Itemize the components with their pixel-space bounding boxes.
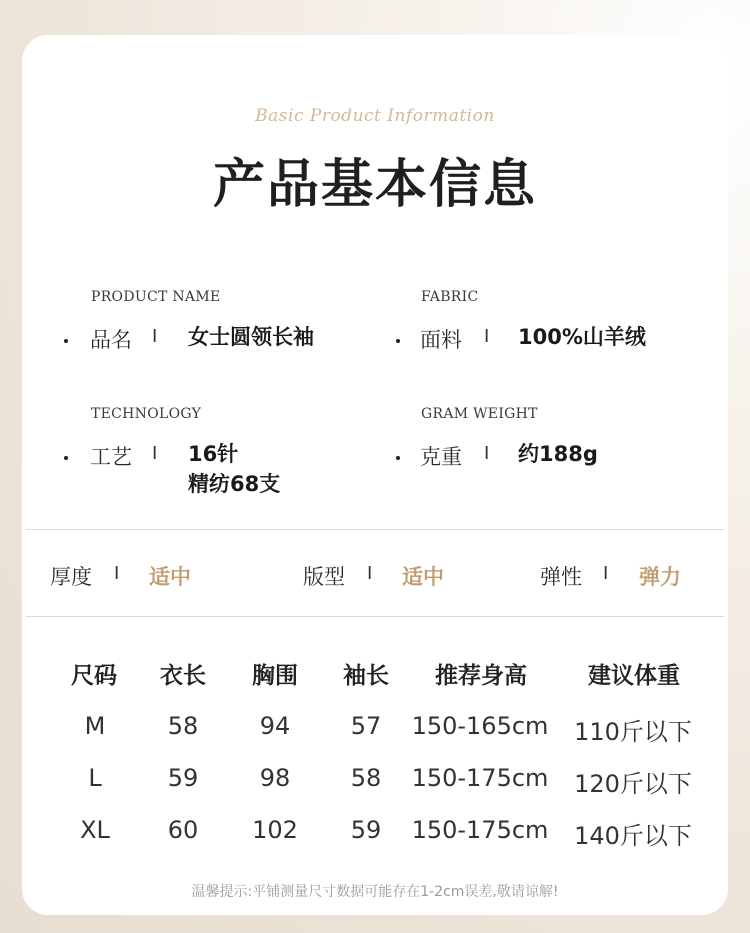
technology-en-label: TECHNOLOGY <box>91 406 202 422</box>
weight-key: 克重 <box>420 445 462 469</box>
bullet-dot <box>64 456 68 460</box>
table-cell: 120斤以下 <box>574 770 692 798</box>
attr-elasticity-value: 弹力 <box>639 565 681 589</box>
product-name-key: 品名 <box>90 328 132 352</box>
table-header-weight: 建议体重 <box>588 663 680 689</box>
table-cell: 98 <box>259 764 291 792</box>
separator: I <box>484 443 490 464</box>
measurement-note: 温馨提示:平铺测量尺寸数据可能存在1-2cm误差,敬请谅解! <box>191 884 559 900</box>
table-cell: 58 <box>350 764 382 792</box>
table-header-height: 推荐身高 <box>435 663 527 689</box>
subtitle-en: Basic Product Information <box>255 106 495 126</box>
technology-key: 工艺 <box>90 445 132 469</box>
weight-value: 约188g <box>518 442 598 466</box>
divider <box>26 529 724 530</box>
separator: I <box>152 443 158 464</box>
separator: I <box>114 563 120 584</box>
table-cell: 110斤以下 <box>574 718 692 746</box>
table-header-sleeve: 袖长 <box>343 663 389 689</box>
separator: I <box>484 326 490 347</box>
weight-en-label: GRAM WEIGHT <box>421 406 538 422</box>
table-cell: 60 <box>167 816 199 844</box>
bullet-dot <box>64 339 68 343</box>
technology-value-line2: 精纺68支 <box>188 472 281 496</box>
fabric-value: 100%山羊绒 <box>518 325 646 349</box>
attr-elasticity-key: 弹性 <box>540 565 582 589</box>
fabric-key: 面料 <box>420 328 462 352</box>
table-cell: 150-165cm <box>411 712 549 740</box>
table-cell: 59 <box>350 816 382 844</box>
table-cell: L <box>88 764 102 792</box>
table-cell: 58 <box>167 712 199 740</box>
attr-fit-value: 适中 <box>402 565 444 589</box>
table-cell: 150-175cm <box>411 764 549 792</box>
table-cell: 102 <box>252 816 298 844</box>
separator: I <box>152 326 158 347</box>
table-cell: XL <box>80 816 110 844</box>
product-name-en-label: PRODUCT NAME <box>91 289 221 305</box>
bullet-dot <box>396 339 400 343</box>
table-cell: M <box>84 712 106 740</box>
table-header-chest: 胸围 <box>252 663 298 689</box>
page-title: 产品基本信息 <box>212 155 537 215</box>
table-cell: 140斤以下 <box>574 822 692 850</box>
separator: I <box>367 563 373 584</box>
table-header-size: 尺码 <box>71 663 117 689</box>
table-cell: 150-175cm <box>411 816 549 844</box>
table-cell: 94 <box>259 712 291 740</box>
attr-thickness-key: 厚度 <box>50 565 92 589</box>
product-name-value: 女士圆领长袖 <box>188 325 314 349</box>
table-cell: 57 <box>350 712 382 740</box>
table-cell: 59 <box>167 764 199 792</box>
table-header-length: 衣长 <box>160 663 206 689</box>
technology-value-line1: 16针 <box>188 442 239 466</box>
separator: I <box>603 563 609 584</box>
fabric-en-label: FABRIC <box>421 289 479 305</box>
divider <box>26 616 724 617</box>
attr-fit-key: 版型 <box>303 565 345 589</box>
attr-thickness-value: 适中 <box>149 565 191 589</box>
bullet-dot <box>396 456 400 460</box>
